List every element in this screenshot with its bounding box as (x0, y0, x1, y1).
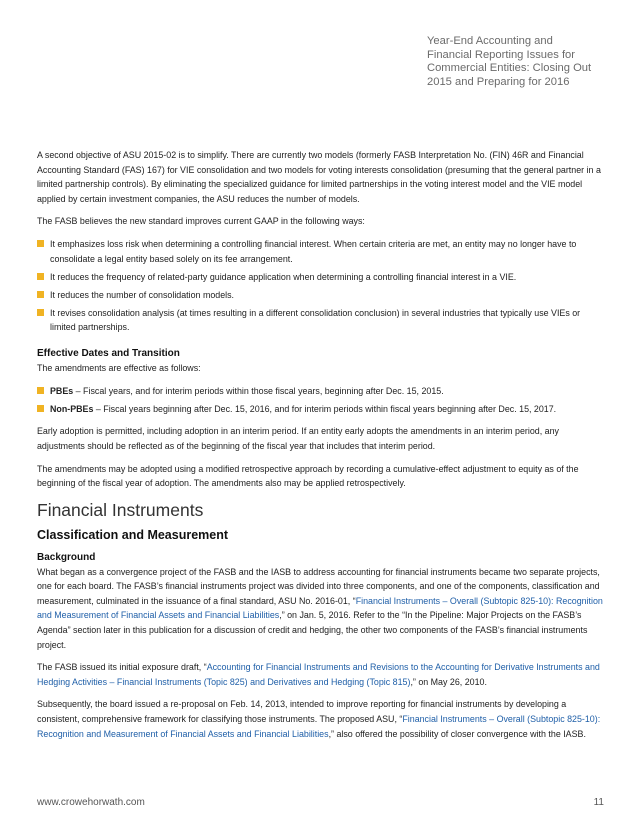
header-title-line: Year-End Accounting and (427, 35, 553, 47)
link-asu-2016-01[interactable]: Financial Instruments – Overall (Subtopic 825-10): Recognition and Measurement of Financial Assets and Financial Liabilities (37, 595, 603, 621)
header-title-line: Commercial Entities: Closing Out (427, 62, 592, 75)
list-item: It reduces the frequency of related-party guidance application when determining a controlling financial interest in a VIE. (37, 270, 607, 285)
paragraph-retrospective: The amendments may be adopted using a modified retrospective approach by recording a cumulative-effect adjustment to equity as of the beginning of the fiscal year of adoption. The amendments also may be applied retrospectively. (37, 463, 579, 489)
main-content (37, 148, 607, 749)
effective-dates-list (37, 384, 607, 417)
list-item: It revises consolidation analysis (at times resulting in a different consolidation conclusion) in several industries that typically use VIEs or limited partnerships. (37, 306, 607, 335)
square-bullet-icon (37, 291, 44, 298)
term-non-pbes: Non-PBEs (50, 403, 94, 414)
heading-background: Background (37, 551, 96, 563)
paragraph-reproposal: Subsequently, the board issued a re-proposal on Feb. 14, 2013, intended to improve reporting for financial instruments by developing a consistent, comprehensive framework for classifying those instruments. The proposed ASU, “Financial Instruments – Overall (Subtopic 825-10): Recognition and Measurement of Financial Assets and Financial Liabilities,” also offered the possibility of closer convergence with the IASB. (37, 699, 601, 739)
paragraph-exposure-draft: The FASB issued its initial exposure draft, “Accounting for Financial Instruments and Revisions to the Accounting for Derivative Instruments and Hedging Activities – Financial Instruments (Topic 825) and Derivatives and Hedging (Topic 815),” on May 26, 2010. (37, 662, 600, 687)
paragraph-background: What began as a convergence project of the FASB and the IASB to address accounting for financial instruments became two separate projects, one for each board. The FASB’s financial instruments project was divided into three components, and one of the components, classification and measurement, culminated in the issuance of a final standard, ASU No. 2016-01, “Financial Instruments – Overall (Subtopic 825-10): Recognition and Measurement of Financial Assets and Financial Liabilities,” on Jan. 5, 2016. Refer to the “In the Pipeline: Major Projects on the FASB’s Agenda” section later in this publication for a discussion of credit and hedging, the other two components of the FASB’s financial instruments project. (37, 566, 603, 650)
improvements-list (37, 237, 607, 335)
list-item: PBEs – Fiscal years, and for interim periods within those fiscal years, beginning after Dec. 15, 2015. (37, 384, 607, 399)
heading-effective-dates: Effective Dates and Transition (37, 348, 180, 360)
header-title (427, 35, 617, 89)
page-number: 11 (593, 797, 604, 808)
header-title-line: Financial Reporting Issues for (427, 48, 575, 61)
header-title-line: 2015 and Preparing for 2016 (427, 75, 570, 88)
list-item: It emphasizes loss risk when determining a controlling financial interest. When certain criteria are met, an entity may no longer have to consolidate a legal entity based solely on its fee arrangement. (37, 237, 607, 266)
list-item: Non-PBEs – Fiscal years beginning after Dec. 15, 2016, and for interim periods within fiscal years beginning after Dec. 15, 2017. (37, 402, 607, 417)
section-title: Financial Instruments (37, 499, 204, 520)
paragraph-simplify: A second objective of ASU 2015-02 is to simplify. There are currently two models (formerly FASB Interpretation No. (FIN) 46R and Financial Accounting Standard (FAS) 167) for VIE consolidation and two models for voting interests consolidation (presuming that the general partner in a limited partnership controls). By eliminating the specialized guidance for limited partnerships in the voting interest model and the VIE model applied by certain investment companies, the ASU reduces the number of models. (37, 150, 601, 204)
term-pbes: PBEs (50, 385, 74, 396)
square-bullet-icon (37, 387, 44, 394)
square-bullet-icon (37, 309, 44, 316)
list-item: It reduces the number of consolidation models. (37, 288, 607, 303)
paragraph-effective: The amendments are effective as follows: (37, 363, 201, 374)
paragraph-improves: The FASB believes the new standard improves current GAAP in the following ways: (37, 216, 365, 227)
link-exposure-draft[interactable]: Accounting for Financial Instruments and Revisions to the Accounting for Derivative Instruments and Hedging Activities – Financial Instruments (Topic 825) and Derivatives and Hedging (Topic 815) (37, 662, 600, 687)
subsection-title: Classification and Measurement (37, 527, 229, 542)
paragraph-early-adoption: Early adoption is permitted, including adoption in an interim period. If an entity early adopts the amendments in an interim period, any adjustments should be reflected as of the beginning of the fiscal year that includes that interim period. (37, 426, 559, 451)
square-bullet-icon (37, 240, 44, 247)
square-bullet-icon (37, 273, 44, 280)
footer-url[interactable]: www.crowehorwath.com (37, 797, 145, 808)
square-bullet-icon (37, 405, 44, 412)
link-proposed-asu[interactable]: Financial Instruments – Overall (Subtopic 825-10): Recognition and Measurement of Financial Assets and Financial Liabilities (37, 714, 601, 739)
